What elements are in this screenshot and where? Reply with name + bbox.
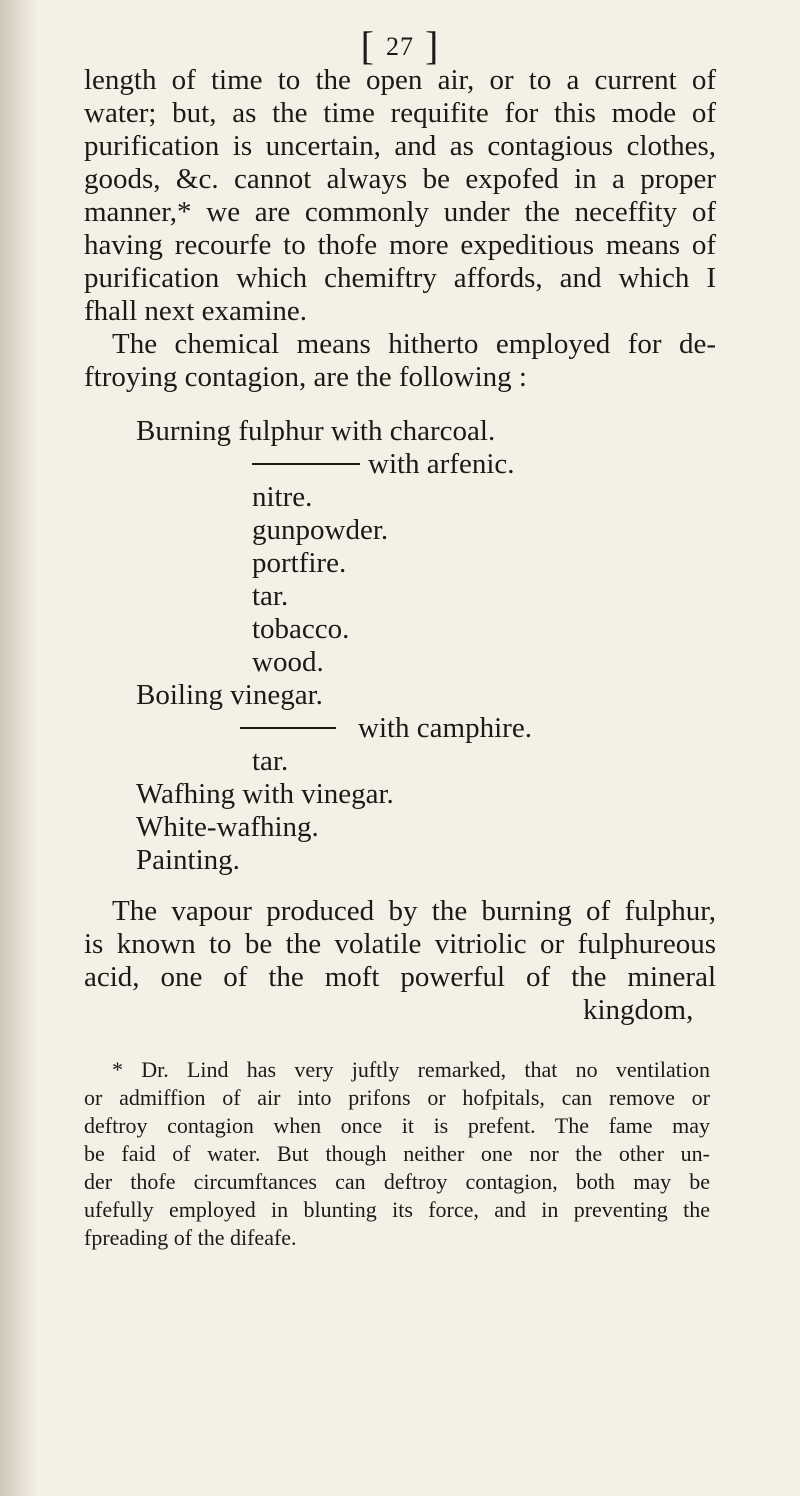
body-line: ftroying contagion, are the following : — [84, 361, 527, 393]
list-item: nitre. — [252, 481, 313, 513]
footnote-line: be faid of water. But though neither one nor the other un- — [84, 1141, 710, 1166]
boiling-first-item: vinegar. — [230, 679, 323, 711]
body-line: water; but, as the time requifite for this mode of — [84, 97, 716, 129]
body-line: manner,* we are commonly under the neceffity of — [84, 196, 716, 228]
footnote-line: or admiffion of air into prifons or hofpitals, can remove or — [84, 1085, 710, 1110]
burning-label: Burning — [136, 415, 232, 447]
body-line: fhall next examine. — [84, 295, 308, 327]
list-item: gunpowder. — [252, 514, 389, 546]
page-number-close-bracket: ] — [425, 23, 440, 68]
list-item: tar. — [252, 745, 289, 777]
list-item: wood. — [252, 646, 324, 678]
body-line: having recourfe to thofe more expeditious means of — [84, 229, 716, 261]
list-item — [252, 448, 515, 480]
footnote-line: der thofe circumftances can deftroy contagion, both may be — [84, 1169, 710, 1194]
footnote-line: deftroy contagion when once it is prefent. The fame may — [84, 1113, 710, 1138]
list-item — [240, 712, 532, 744]
list-item: tobacco. — [252, 613, 350, 645]
page-number-value: 27 — [386, 32, 414, 61]
ditto-dash — [240, 727, 336, 729]
list-item: Painting. — [136, 844, 240, 876]
burning-first-item: fulphur with charcoal. — [238, 415, 496, 447]
list-item: White-wafhing. — [136, 811, 319, 843]
footnote-line: fpreading of the difeafe. — [84, 1225, 297, 1250]
body-line: purification is uncertain, and as contagious clothes, — [84, 130, 716, 162]
list-item — [136, 679, 323, 711]
list-item — [136, 415, 495, 447]
body-line: goods, &c. cannot always be expofed in a proper — [84, 163, 716, 195]
page-gutter-shadow — [0, 0, 38, 1496]
footnote-line: ufefully employed in blunting its force, and in preventing the — [84, 1197, 710, 1222]
list-item: tar. — [252, 580, 289, 612]
page-number — [0, 22, 800, 69]
footnote-line: * Dr. Lind has very juftly remarked, that no ventilation — [112, 1057, 710, 1082]
boiling-label: Boiling — [136, 679, 224, 711]
list-item-text: with camphire. — [358, 712, 532, 744]
body-line: The chemical means hitherto employed for de- — [112, 328, 716, 360]
list-item: portfire. — [252, 547, 347, 579]
list-item-text: with arfenic. — [368, 448, 515, 480]
body-line: is known to be the volatile vitriolic or fulphureous — [84, 928, 716, 960]
body-line: acid, one of the moft powerful of the mineral — [84, 961, 716, 993]
body-line: The vapour produced by the burning of fulphur, — [112, 895, 716, 927]
catchword: kingdom, — [583, 994, 694, 1026]
list-item: Wafhing with vinegar. — [136, 778, 394, 810]
page-number-open-bracket: [ — [360, 23, 375, 68]
body-line: purification which chemiftry affords, and which I — [84, 262, 716, 294]
body-line: length of time to the open air, or to a current of — [84, 64, 716, 96]
ditto-dash — [252, 463, 360, 465]
